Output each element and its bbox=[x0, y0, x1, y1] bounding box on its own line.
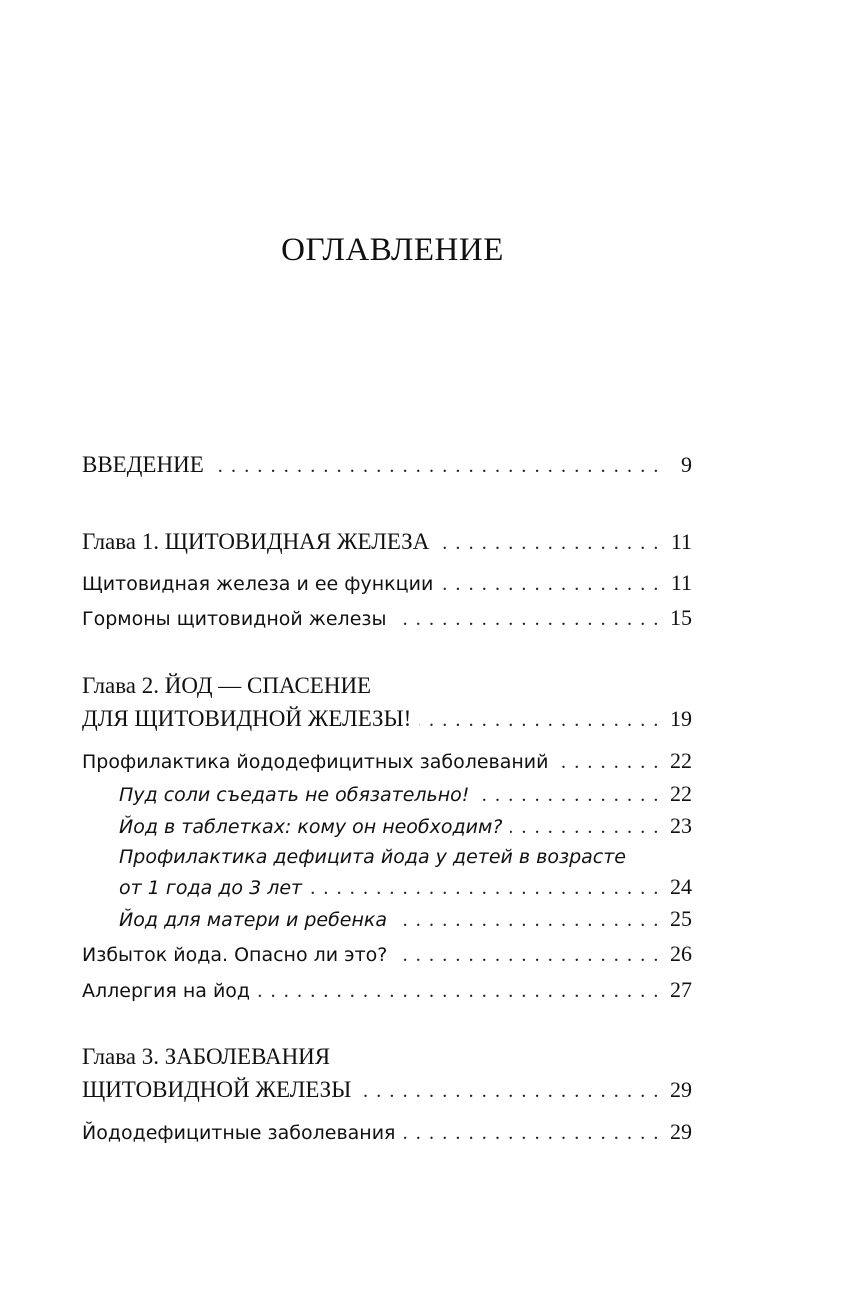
toc-entry-subsection-c[interactable] bbox=[119, 874, 692, 900]
toc-entry-subsection-c-line-1[interactable]: Профилактика дефицита йода у детей в возрасте bbox=[119, 846, 626, 868]
toc-entry-chapter-2-line-1[interactable]: Глава 2. ЙОД — СПАСЕНИЕ bbox=[82, 673, 372, 698]
toc-entry-chapter-2-section-3[interactable] bbox=[82, 977, 692, 1003]
toc-page-number: 26 bbox=[670, 941, 692, 966]
toc-entry-label: от 1 года до 3 лет bbox=[119, 877, 303, 899]
toc-page-number: 19 bbox=[670, 706, 692, 731]
toc-entry-chapter-2[interactable] bbox=[82, 706, 692, 732]
toc-page-number: 11 bbox=[670, 529, 692, 554]
dot-leader bbox=[557, 751, 661, 774]
toc-entry-chapter-3-section-1[interactable] bbox=[82, 1119, 692, 1145]
dot-leader bbox=[477, 784, 660, 807]
toc-entry-chapter-2-section-2[interactable] bbox=[82, 941, 692, 967]
dot-leader bbox=[395, 944, 660, 967]
toc-entry-label: Профилактика йододефицитных заболеваний bbox=[82, 751, 549, 773]
toc-entry-subsection-b[interactable] bbox=[119, 813, 692, 839]
toc-page-number: 23 bbox=[670, 813, 692, 838]
toc-entry-label: Аллергия на йод bbox=[82, 980, 251, 1002]
toc-entry-chapter-1-section-2[interactable] bbox=[82, 605, 692, 631]
toc-entry-label: Йод для матери и ребенка bbox=[119, 909, 388, 931]
dot-leader bbox=[395, 608, 661, 631]
toc-page-number: 22 bbox=[670, 781, 692, 806]
toc-page-number: 29 bbox=[670, 1119, 692, 1144]
toc-entry-label: ДЛЯ ЩИТОВИДНОЙ ЖЕЛЕЗЫ! bbox=[82, 706, 412, 731]
toc-entry-chapter-1[interactable] bbox=[82, 529, 692, 555]
dot-leader bbox=[258, 980, 660, 1003]
toc-entry-intro[interactable] bbox=[82, 452, 692, 478]
dot-leader bbox=[395, 909, 660, 932]
toc-entry-label: Глава 1. ЩИТОВИДНАЯ ЖЕЛЕЗА bbox=[82, 529, 430, 554]
toc-entry-label: Йод в таблетках: кому он необходим? bbox=[119, 816, 503, 838]
toc-entry-chapter-2-section-1[interactable] bbox=[82, 748, 692, 774]
dot-leader bbox=[310, 877, 660, 900]
toc-entry-label: Щитовидная железа и ее функции bbox=[82, 573, 434, 595]
page-title: ОГЛАВЛЕНИЕ bbox=[281, 232, 504, 268]
toc-entry-label: Избыток йода. Опасно ли это? bbox=[82, 944, 388, 966]
toc-page-number: 15 bbox=[670, 605, 692, 630]
dot-leader bbox=[437, 532, 660, 555]
toc-page-number: 24 bbox=[670, 874, 692, 899]
dot-leader bbox=[359, 1080, 660, 1103]
toc-page-number: 29 bbox=[670, 1077, 692, 1102]
toc-entry-chapter-3-line-1[interactable]: Глава 3. ЗАБОЛЕВАНИЯ bbox=[82, 1044, 331, 1069]
dot-leader bbox=[419, 709, 660, 732]
toc-entry-label: ВВЕДЕНИЕ bbox=[82, 452, 204, 477]
dot-leader bbox=[441, 573, 660, 596]
toc-entry-label: Гормоны щитовидной железы bbox=[82, 608, 387, 630]
toc-entry-chapter-1-section-1[interactable] bbox=[82, 570, 692, 596]
toc-page-number: 25 bbox=[670, 906, 692, 931]
toc-entry-label: Йододефицитные заболевания bbox=[82, 1122, 396, 1144]
toc-page-number: 11 bbox=[670, 570, 692, 595]
dot-leader bbox=[403, 1122, 660, 1145]
dot-leader bbox=[510, 816, 660, 839]
dot-leader bbox=[212, 455, 660, 478]
toc-page-number: 9 bbox=[681, 452, 692, 477]
toc-entry-label: Пуд соли съедать не обязательно! bbox=[119, 784, 470, 806]
toc-page-number: 27 bbox=[670, 977, 692, 1002]
toc-page-number: 22 bbox=[670, 748, 692, 773]
toc-entry-chapter-3[interactable] bbox=[82, 1077, 692, 1103]
toc-entry-subsection-d[interactable] bbox=[119, 906, 692, 932]
toc-entry-label: ЩИТОВИДНОЙ ЖЕЛЕЗЫ bbox=[82, 1077, 352, 1102]
toc-entry-subsection-a[interactable] bbox=[119, 781, 692, 807]
